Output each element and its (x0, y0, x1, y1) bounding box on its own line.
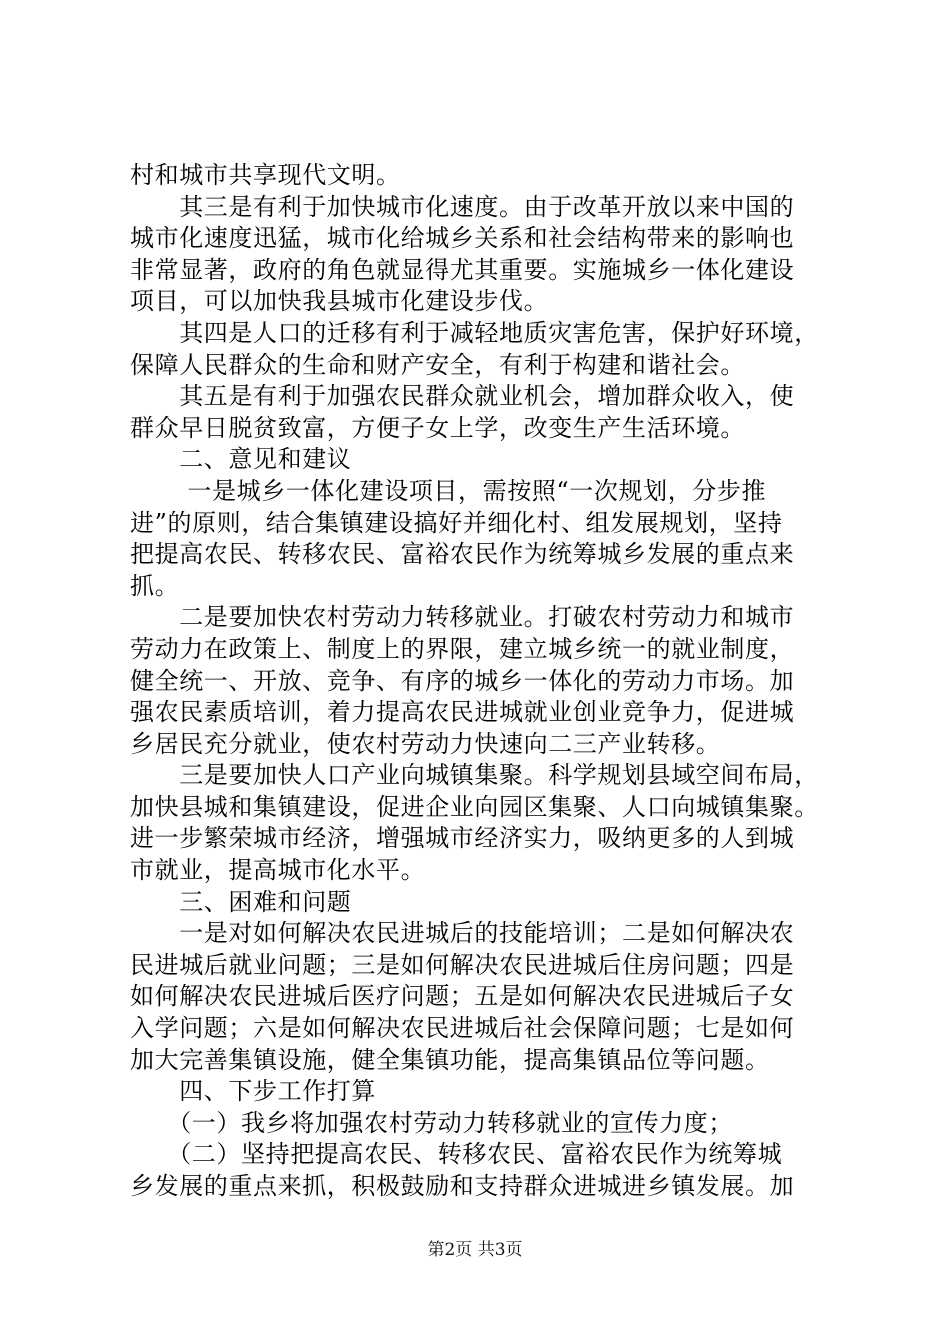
text-line: （一）我乡将加强农村劳动力转移就业的宣传力度； (130, 1108, 733, 1137)
section-heading: 四、下步工作打算 (130, 1077, 376, 1106)
text-line: 非常显著，政府的角色就显得尤其重要。实施城乡一体化建设 (130, 255, 795, 284)
section-heading: 二、意见和建议 (130, 445, 352, 474)
text-line: 其四是人口的迁移有利于减轻地质灾害危害，保护好环境， (130, 318, 819, 347)
text-line: 项目，可以加快我县城市化建设步伐。 (130, 287, 549, 316)
text-line: 如何解决农民进城后医疗问题；五是如何解决农民进城后子女 (130, 982, 795, 1011)
text-line: 市就业，提高城市化水平。 (130, 856, 426, 885)
text-line: 一是城乡一体化建设项目，需按照“一次规划，分步推 (130, 476, 767, 505)
text-line: 抓。 (130, 571, 180, 600)
document-body (130, 160, 845, 1203)
text-line: 村和城市共享现代文明。 (130, 161, 401, 189)
text-line: 民进城后就业问题；三是如何解决农民进城后住房问题；四是 (130, 950, 795, 979)
text-line: 三是要加快人口产业向城镇集聚。科学规划县域空间布局， (130, 761, 819, 790)
text-line: 进一步繁荣城市经济，增强城市经济实力，吸纳更多的人到城 (130, 824, 795, 853)
text-line: 城市化速度迅猛，城市化给城乡关系和社会结构带来的影响也 (130, 224, 795, 253)
text-line: 乡发展的重点来抓，积极鼓励和支持群众进城进乡镇发展。加 (130, 1172, 795, 1200)
text-line: 强农民素质培训，着力提高农民进城就业创业竞争力，促进城 (130, 698, 795, 727)
text-line: 进”的原则，结合集镇建设搞好并细化村、组发展规划，坚持 (130, 508, 783, 537)
text-line: 加快县城和集镇建设，促进企业向园区集聚、人口向城镇集聚。 (130, 792, 819, 821)
text-line: 乡居民充分就业，使农村劳动力快速向二三产业转移。 (130, 729, 721, 758)
section-heading: 三、困难和问题 (130, 887, 352, 916)
text-line: 入学问题；六是如何解决农民进城后社会保障问题；七是如何 (130, 1014, 795, 1043)
text-line: 群众早日脱贫致富，方便子女上学，改变生产生活环境。 (130, 413, 745, 442)
text-line: 二是要加快农村劳动力转移就业。打破农村劳动力和城市 (130, 603, 795, 632)
text-line: 保障人民群众的生命和财产安全，有利于构建和谐社会。 (130, 350, 745, 379)
text-line: 其五是有利于加强农民群众就业机会，增加群众收入，使 (130, 382, 795, 411)
text-line: 一是对如何解决农民进城后的技能培训；二是如何解决农 (130, 919, 795, 948)
page-number-footer: 第2页 共3页 (427, 1240, 523, 1260)
text-line: 健全统一、开放、竞争、有序的城乡一体化的劳动力市场。加 (130, 666, 795, 695)
text-line: 劳动力在政策上、制度上的界限，建立城乡统一的就业制度， (130, 634, 795, 663)
text-line: 其三是有利于加快城市化速度。由于改革开放以来中国的 (130, 192, 795, 221)
text-line: （二）坚持把提高农民、转移农民、富裕农民作为统筹城 (130, 1140, 783, 1169)
text-line: 把提高农民、转移农民、富裕农民作为统筹城乡发展的重点来 (130, 540, 795, 569)
text-line: 加大完善集镇设施，健全集镇功能，提高集镇品位等问题。 (130, 1045, 770, 1074)
